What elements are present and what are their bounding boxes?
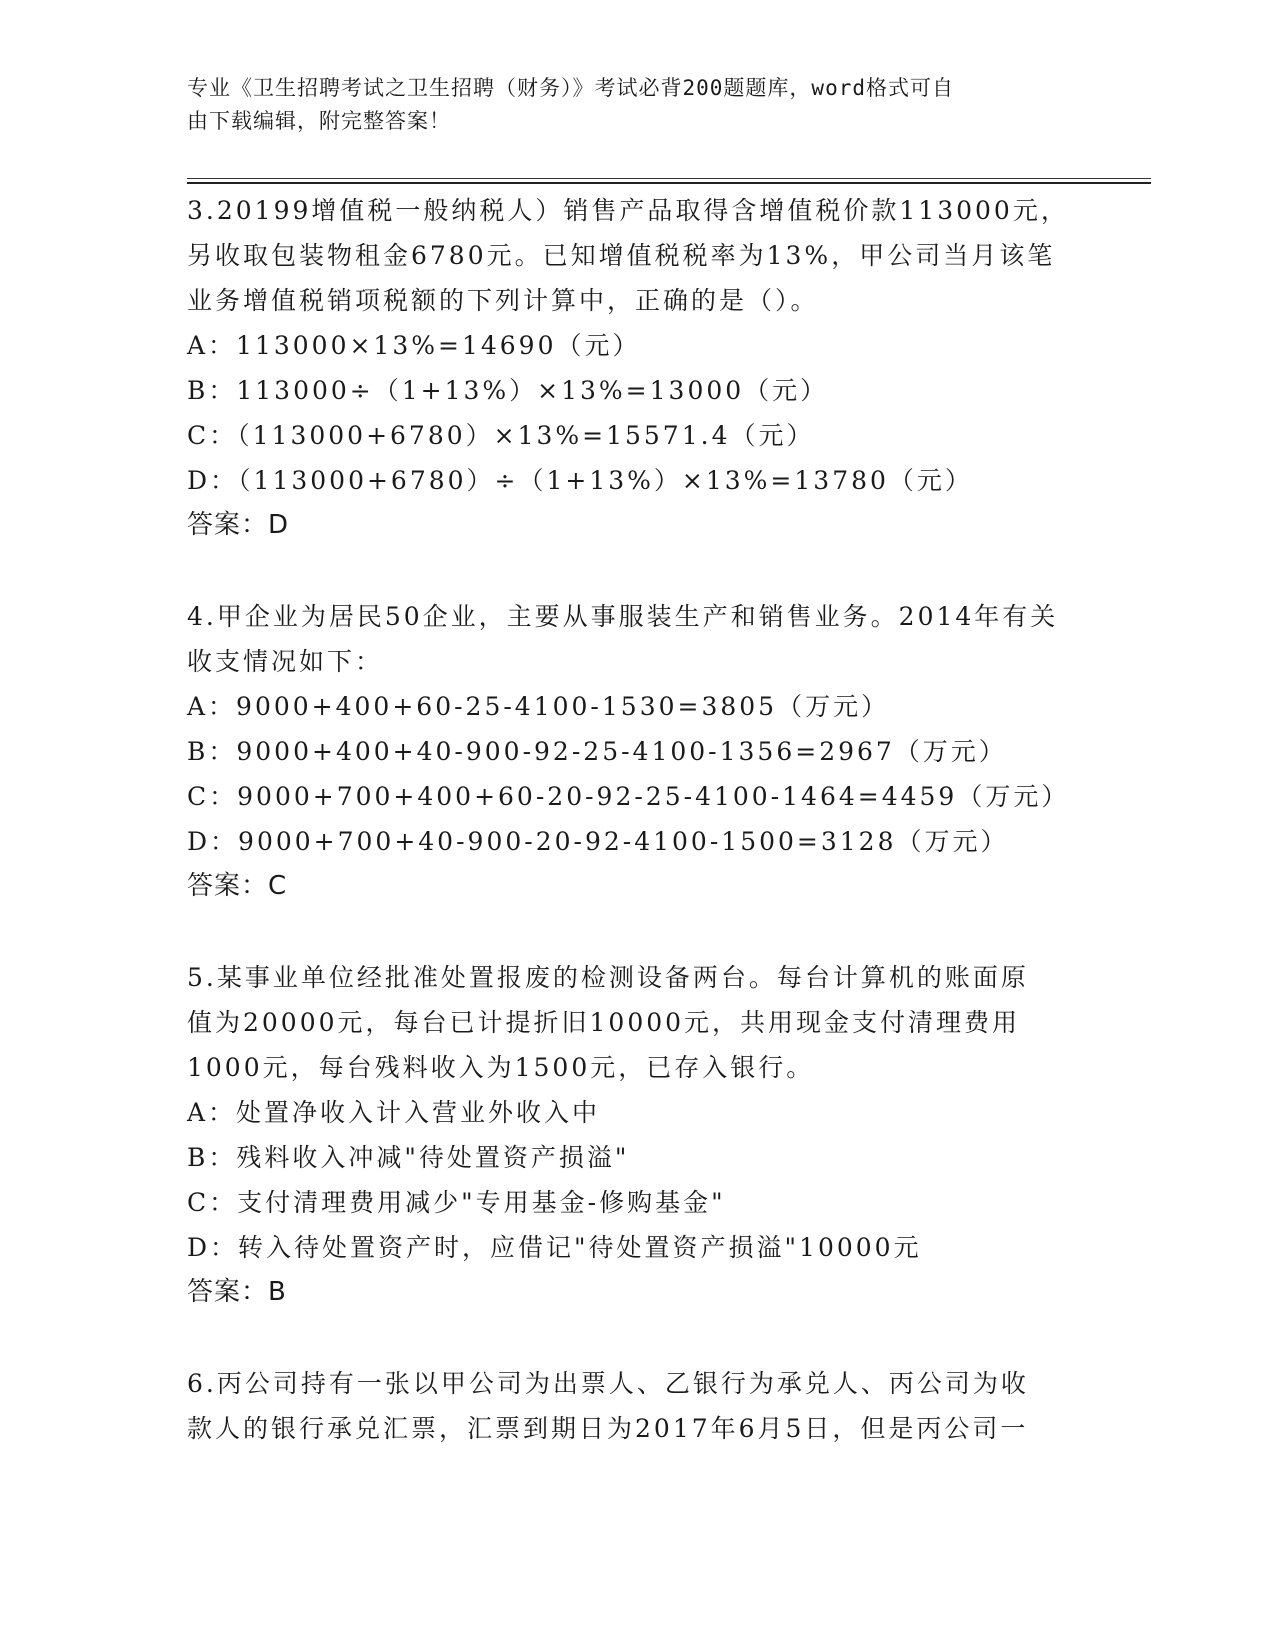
question-6: [187, 1361, 1087, 1451]
question-stem-line: 另收取包装物租金6780元。已知增值税税率为13%，甲公司当月该笔: [187, 241, 1056, 270]
answer-label: 答案：C: [187, 871, 288, 901]
option-c: C：（113000+6780）×13%=15571.4（元）: [187, 421, 815, 450]
option-d: D：（113000+6780）÷（1+13%）×13%=13780（元）: [187, 466, 973, 495]
question-3: [187, 188, 1087, 548]
option-a: A：处置净收入计入营业外收入中: [187, 1098, 601, 1127]
question-4: [187, 594, 1087, 909]
question-stem-line: 4.甲企业为居民50企业，主要从事服装生产和销售业务。2014年有关: [187, 602, 1059, 631]
header-divider-thick: [187, 182, 1151, 184]
header-line-2: 由下载编辑，附完整答案！: [187, 109, 451, 133]
question-stem-line: 业务增值税销项税额的下列计算中，正确的是（）。: [187, 286, 819, 315]
option-b: B：残料收入冲减"待处置资产损溢": [187, 1143, 630, 1172]
answer-label: 答案：B: [187, 1277, 287, 1307]
question-stem-line: 1000元，每台残料收入为1500元，已存入银行。: [187, 1053, 815, 1082]
document-header: [187, 72, 1077, 138]
option-a: A：113000×13%=14690（元）: [187, 331, 641, 360]
question-stem-line: 3.20199增值税一般纳税人）销售产品取得含增值税价款113000元，: [187, 196, 1069, 225]
answer-label: 答案：D: [187, 510, 290, 540]
option-c: C：9000+700+400+60-20-92-25-4100-1464=4459（万元）: [187, 782, 1070, 811]
question-stem-line: 6.丙公司持有一张以甲公司为出票人、乙银行为承兑人、丙公司为收: [187, 1369, 1029, 1398]
header-divider-thin: [187, 178, 1151, 179]
question-list: [187, 188, 1087, 1497]
option-d: D：转入待处置资产时，应借记"待处置资产损溢"10000元: [187, 1233, 922, 1262]
option-b: B：113000÷（1+13%）×13%=13000（元）: [187, 376, 829, 405]
option-d: D：9000+700+40-900-20-92-4100-1500=3128（万元）: [187, 827, 1009, 856]
option-a: A：9000+400+60-25-4100-1530=3805（万元）: [187, 692, 890, 721]
question-5: [187, 955, 1087, 1315]
option-c: C：支付清理费用减少"专用基金-修购基金": [187, 1188, 726, 1217]
header-line-1: 专业《卫生招聘考试之卫生招聘（财务）》考试必背200题题库，word格式可自: [187, 76, 954, 100]
question-stem-line: 5.某事业单位经批准处置报废的检测设备两台。每台计算机的账面原: [187, 963, 1029, 992]
option-b: B：9000+400+40-900-92-25-4100-1356=2967（万元）: [187, 737, 1007, 766]
question-stem-line: 值为20000元，每台已计提折旧10000元，共用现金支付清理费用: [187, 1008, 1021, 1037]
question-stem-line: 收支情况如下：: [187, 647, 384, 676]
question-stem-line: 款人的银行承兑汇票，汇票到期日为2017年6月5日，但是丙公司一: [187, 1414, 1029, 1443]
